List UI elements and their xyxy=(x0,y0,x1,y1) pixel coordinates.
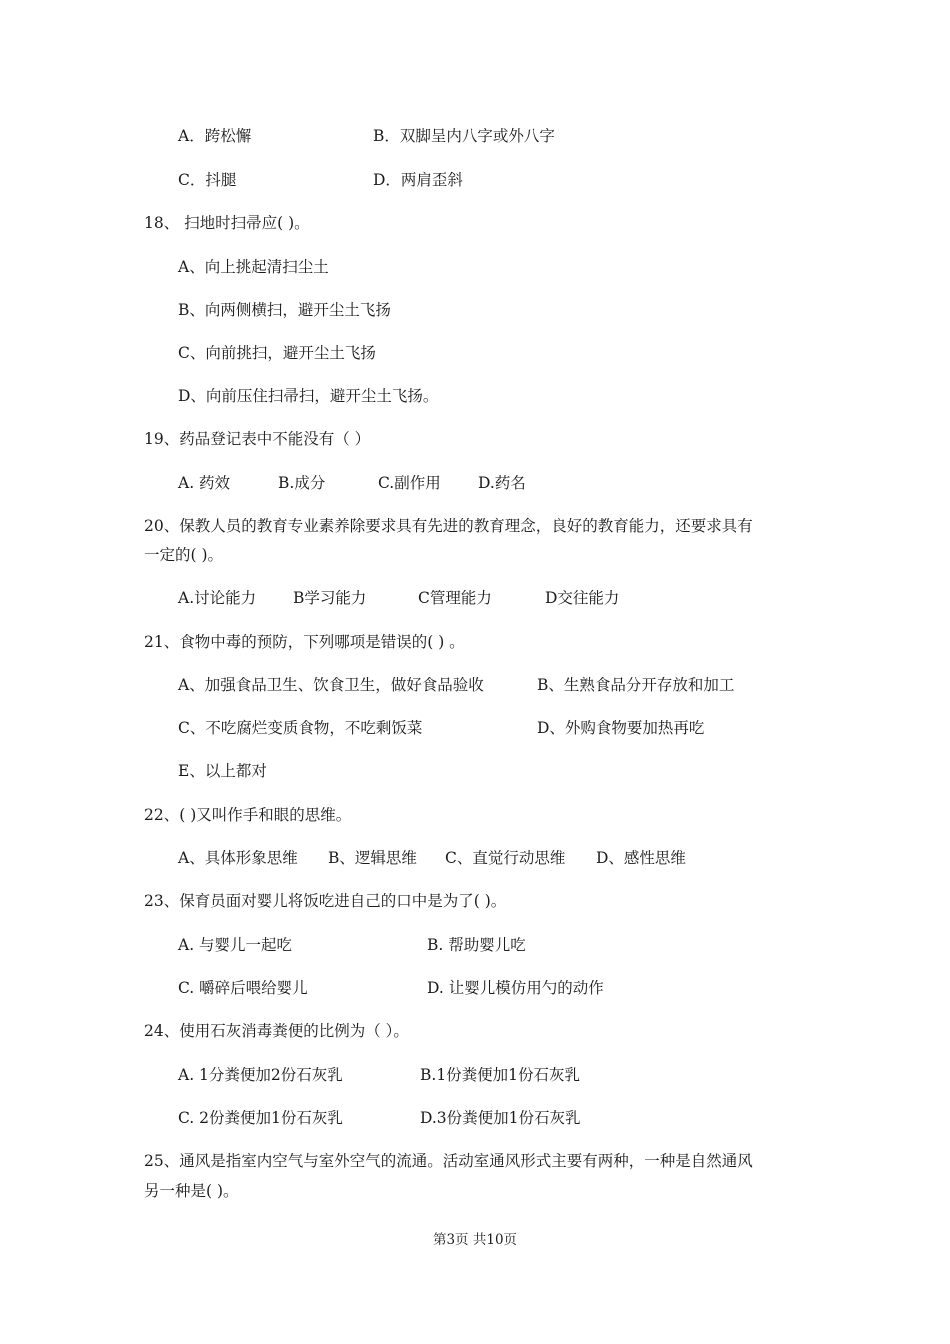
q24-option-c: C. 2份粪便加1份石灰乳 xyxy=(178,1109,343,1127)
question-19: 19、药品登记表中不能没有（ ） xyxy=(144,430,371,448)
q18-option-a: A、向上挑起清扫尘土 xyxy=(178,258,329,276)
q21-option-c: C、不吃腐烂变质食物，不吃剩饭菜 xyxy=(178,719,423,737)
q22-option-b: B、逻辑思维 xyxy=(328,849,417,867)
q18-option-c: C、向前挑扫，避开尘土飞扬 xyxy=(178,344,376,362)
q18-option-d: D、向前压住扫帚扫，避开尘土飞扬。 xyxy=(178,387,439,405)
q24-option-a: A. 1分粪便加2份石灰乳 xyxy=(178,1066,343,1084)
question-25-continued: 另一种是( )。 xyxy=(144,1182,239,1200)
q20-option-d: D交往能力 xyxy=(545,589,620,607)
q18-option-b: B、向两侧横扫，避开尘土飞扬 xyxy=(178,301,391,319)
question-21: 21、食物中毒的预防，下列哪项是错误的( ) 。 xyxy=(144,633,465,651)
q20-option-a: A.讨论能力 xyxy=(178,589,257,607)
q20-option-b: B学习能力 xyxy=(293,589,367,607)
q24-option-d: D.3份粪便加1份石灰乳 xyxy=(420,1109,581,1127)
q17-option-d: D．两肩歪斜 xyxy=(373,171,463,189)
question-22: 22、( )又叫作手和眼的思维。 xyxy=(144,806,352,824)
q17-option-a: A．跨松懈 xyxy=(178,127,252,145)
q22-option-d: D、感性思维 xyxy=(596,849,686,867)
q19-option-d: D.药名 xyxy=(478,474,526,492)
q19-option-c: C.副作用 xyxy=(378,474,441,492)
q24-option-b: B.1份粪便加1份石灰乳 xyxy=(420,1066,581,1084)
q23-option-d: D. 让婴儿模仿用勺的动作 xyxy=(427,979,604,997)
q22-option-a: A、具体形象思维 xyxy=(178,849,298,867)
q17-option-b: B．双脚呈内八字或外八字 xyxy=(373,127,555,145)
q21-option-d: D、外购食物要加热再吃 xyxy=(537,719,705,737)
question-25: 25、通风是指室内空气与室外空气的流通。活动室通风形式主要有两种，一种是自然通风 xyxy=(144,1152,753,1170)
question-18: 18、 扫地时扫帚应( )。 xyxy=(144,214,310,232)
q23-option-c: C. 嚼碎后喂给婴儿 xyxy=(178,979,308,997)
page-number-footer: 第3页 共10页 xyxy=(432,1232,518,1248)
q21-option-b: B、生熟食品分开存放和加工 xyxy=(537,676,735,694)
q23-option-b: B. 帮助婴儿吃 xyxy=(427,936,526,954)
q19-option-a: A. 药效 xyxy=(178,474,231,492)
question-23: 23、保育员面对婴儿将饭吃进自己的口中是为了( )。 xyxy=(144,892,507,910)
q23-option-a: A. 与婴儿一起吃 xyxy=(178,936,293,954)
q21-option-a: A、加强食品卫生、饮食卫生，做好食品验收 xyxy=(178,676,484,694)
q22-option-c: C、直觉行动思维 xyxy=(445,849,566,867)
q19-option-b: B.成分 xyxy=(278,474,326,492)
question-24: 24、使用石灰消毒粪便的比例为（ ）。 xyxy=(144,1022,409,1040)
q21-option-e: E、以上都对 xyxy=(178,762,267,780)
question-20-continued: 一定的( )。 xyxy=(144,546,224,564)
q17-option-c: C．抖腿 xyxy=(178,171,237,189)
q20-option-c: C管理能力 xyxy=(418,589,492,607)
question-20: 20、保教人员的教育专业素养除要求具有先进的教育理念，良好的教育能力，还要求具有 xyxy=(144,517,753,535)
